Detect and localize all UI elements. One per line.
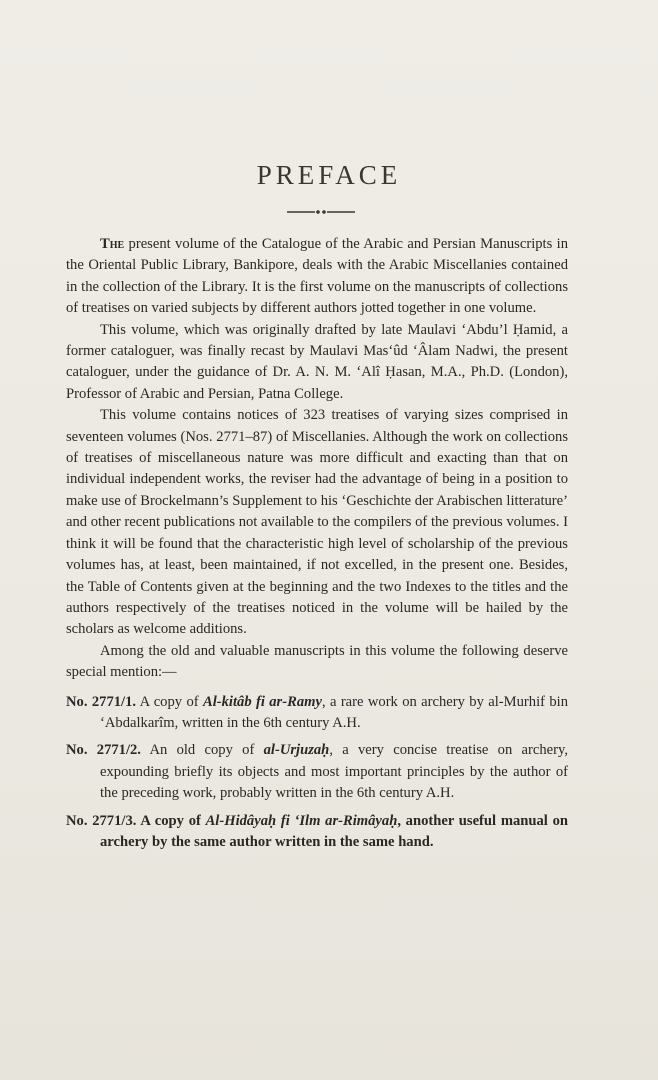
item-title: Al-kitâb fi ar-Ramy [202,693,322,710]
paragraph-1 [66,234,568,320]
preface-body [66,234,568,859]
manuscript-list [66,692,568,854]
item-number: No. 2771/3. [66,812,137,829]
item-pre: An old copy of [149,742,264,759]
item-number: No. 2771/2. [66,742,141,759]
item-pre: A copy of [139,693,203,710]
item-title: Al-Hidâyaḥ fi ‘Ilm ar-Rimâyaḥ [205,812,398,829]
item-post: , a rare work on archery by al-Murhif bin ‘Abdalkarîm, written in the 6th century A.H. [100,693,568,731]
paragraph-1-text: present volume of the Catalogue of the Arabic and Persian Manuscripts in the Oriental Public Library, Bankipore, deals with the Arabic Miscellanies contained in the collection of the Library. It is the first volume on the manuscripts of collections of treatises on varied subjects by different authors jotted together in one volume. [66,236,568,317]
page-title: PREFACE [256,160,402,190]
item-pre: A copy of [140,812,206,829]
title-ornament [287,206,355,218]
item-number: No. 2771/1. [66,693,137,710]
paragraph-2: This volume, which was originally drafted by late Maulavi ‘Abdu’l Ḥamid, a former cataloguer, was finally recast by Maulavi Mas‘ûd ‘Âlam Nadwi, the present cataloguer, under the guidance of Dr. A. N. M. ‘Alî Ḥasan, M.A., Ph.D. (London), Professor of Arabic and Persian, Patna College. [66,321,568,402]
list-item [66,692,568,735]
paragraph-3: This volume contains notices of 323 treatises of varying sizes comprised in seventeen volumes (Nos. 2771–87) of Miscellanies. Although the work on collections of treatises of miscellaneous nature was more difficult and exacting than that on individual independent works, the reviser had the advantage of being in a position to make use of Brockelmann’s Supplement to his ‘Geschichte der Arabischen litterature’ and other recent publications not available to the compilers of the previous volumes. I think it will be found that the characteristic high level of scholarship of the previous volumes has, at least, been maintained, if not excelled, in the present one. Besides, the Table of Contents given at the beginning and the two Indexes to the titles and the authors respectively of the treatises noticed in the volume will be hailed by the scholars as welcome additions. [66,407,568,638]
item-post: , a very concise treatise on archery, expounding briefly its objects and most important principles by the author of the preceding work, probably written in the 6th century A.H. [100,742,569,802]
paragraph-1-lead: The [100,236,125,252]
item-title: al-Urjuzaḥ [263,742,330,759]
list-item [66,740,568,804]
item-post: , another useful manual on archery by the same author written in the same hand. [100,812,568,850]
paragraph-4: Among the old and valuable manuscripts in this volume the following deserve special mention:— [66,642,568,681]
list-item [66,811,568,854]
